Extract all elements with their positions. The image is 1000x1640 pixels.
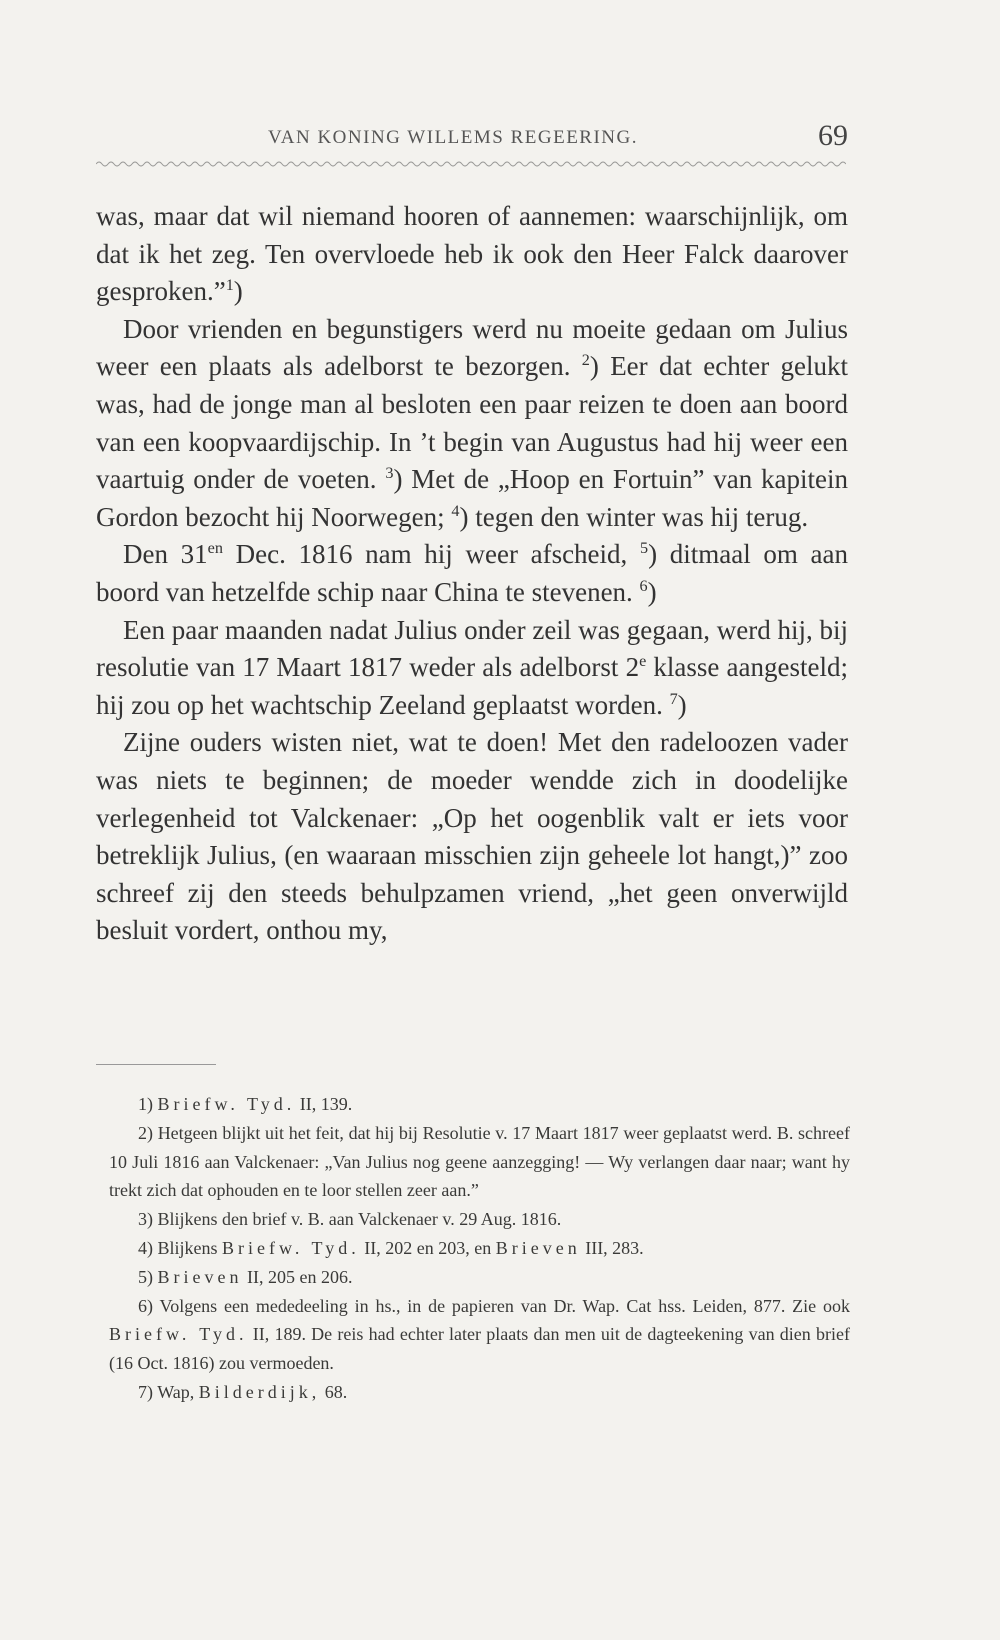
footnote-1: 1) Briefw. Tyd. II, 139. bbox=[138, 1094, 353, 1114]
paragraph: Door vrienden en begunstigers werd nu moeite gedaan om Julius weer een plaats als adelborst te bezorgen. $^2$) Eer dat echter gelukt was, had de jonge man al besloten een paar reizen te doen aan boord van een koopvaardijschip. In ’t begin van Augustus had hij weer een vaartuig onder de voeten. $^3$) Met de „Hoop en Fortuin” van kapitein Gordon bezocht hij Noorwegen; $^4$) tegen den winter was hij terug. bbox=[96, 313, 849, 532]
footnote-ref: 3 bbox=[385, 464, 394, 483]
footnote-3: 3) Blijkens den brief v. B. aan Valckenaer v. 29 Aug. 1816. bbox=[138, 1209, 562, 1230]
paragraph: Zijne ouders wisten niet, wat te doen! Met den radeloozen vader was niets te beginnen; de moeder wendde zich in doodelijke verlegenheid tot Valckenaer: „Op het oogenblik valt er iets voor betreklijk Julius, (en waaraan misschien zijn geheele lot hangt,)” zoo schreef zij den steeds behulpzamen vriend, „het geen onverwijld besluit vordert, onthou my, bbox=[96, 727, 848, 946]
footnote-7: 7) Wap, Bilderdijk, 68. bbox=[138, 1381, 348, 1402]
header-rule-ornament bbox=[96, 160, 846, 174]
footnote-4: 4) Blijkens Briefw. Tyd. II, 202 en 203, en Brieven III, 283. bbox=[138, 1237, 644, 1258]
page-number: 69 bbox=[818, 119, 848, 152]
running-head: VAN KONING WILLEMS REGEERING. bbox=[268, 127, 638, 148]
footnotes bbox=[80, 1090, 850, 1407]
footnote-ref: 5 bbox=[639, 539, 649, 558]
footnote-2: 2) Hetgeen blijkt uit het feit, dat hij bij Resolutie v. 17 Maart 1817 weer geplaatst werd. B. schreef 10 Juli 1816 aan Valckenaer: „Van Julius nog geene aanzegging! — Wy verlangen daar naar; want hy trekt zich dat ophouden en te loor stellen zeer aan.” bbox=[109, 1122, 850, 1201]
paragraph: Den $31^{en}$ Dec. 1816 nam hij weer afscheid, $^5$) ditmaal om aan boord van hetzelfde schip naar China te stevenen. $^6$) bbox=[96, 539, 849, 607]
paragraph: was, maar dat wil niemand hooren of aannemen: waarschijnlijk, om dat ik het zeg. Ten overvloede heb ik ook den Heer Falck daarover gesproken.”$^1$) bbox=[96, 201, 848, 307]
paragraph: Een paar maanden nadat Julius onder zeil was gegaan, werd hij, bij resolutie van 17 Maart 1817 weder als adelborst 2e klasse aangesteld; hij zou op het wachtschip Zeeland geplaatst worden. $^7$) bbox=[96, 614, 849, 720]
footnote-ref: 2 bbox=[581, 351, 590, 370]
footnote-6: 6) Volgens een mededeeling in hs., in de papieren van Dr. Wap. Cat hss. Leiden, 877. Zie ook Briefw. Tyd. II, 189. De reis had echter later plaats dan men uit de dagteekening van dien brief (16 Oct. 1816) zou vermoeden. bbox=[109, 1295, 851, 1374]
footnote-ref: 4 bbox=[451, 501, 460, 520]
footnote-5: 5) Brieven II, 205 en 206. bbox=[138, 1266, 353, 1287]
footnote-ref: 1 bbox=[225, 276, 234, 295]
main-text bbox=[96, 198, 848, 950]
footnote-separator bbox=[96, 1064, 216, 1065]
footnote-ref: 7 bbox=[669, 689, 678, 708]
footnote-ref: 6 bbox=[639, 576, 648, 595]
